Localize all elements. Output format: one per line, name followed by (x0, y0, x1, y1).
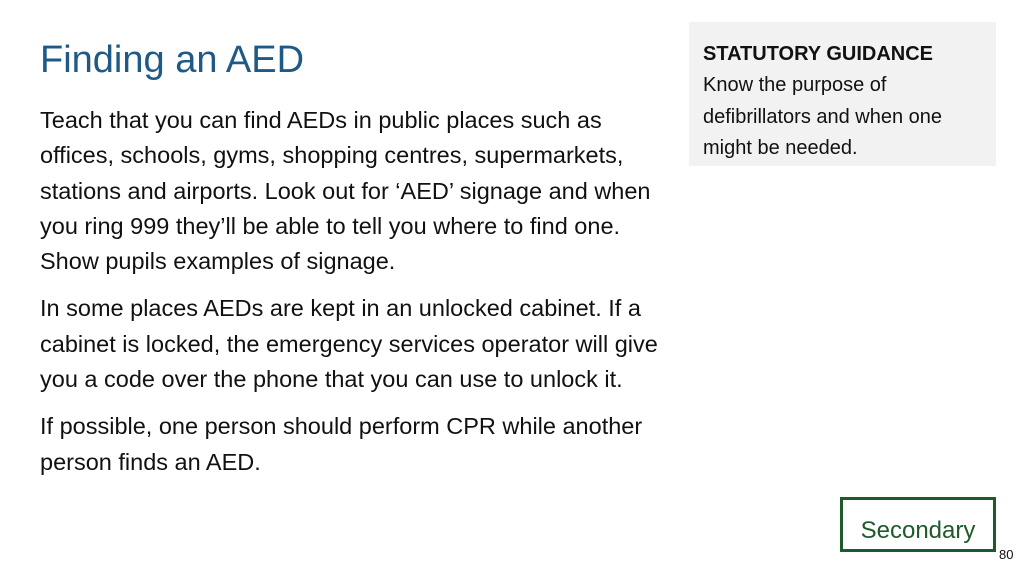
body-paragraph: In some places AEDs are kept in an unlocked cabinet. If a cabinet is locked, the emergency services operator will give you a code over the phone that you can use to unlock it. (40, 295, 658, 393)
secondary-level-badge: Secondary (840, 497, 996, 552)
body-paragraph: Teach that you can find AEDs in public places such as offices, schools, gyms, shopping centres, supermarkets, stations and airports. Look out for ‘AED’ signage and when you ring 999 they’ll be able to tell you where to find one. Show pupils examples of signage. (40, 107, 651, 275)
guidance-heading: STATUTORY GUIDANCE (703, 43, 934, 65)
body-paragraph: If possible, one person should perform CPR while another person finds an AED. (40, 413, 643, 475)
slide-title: Finding an AED (40, 39, 305, 81)
statutory-guidance-box (689, 22, 996, 166)
body-text (40, 103, 675, 492)
guidance-text: Know the purpose of defibrillators and when one might be needed. (703, 74, 943, 159)
page-number: 80 (999, 547, 1014, 562)
